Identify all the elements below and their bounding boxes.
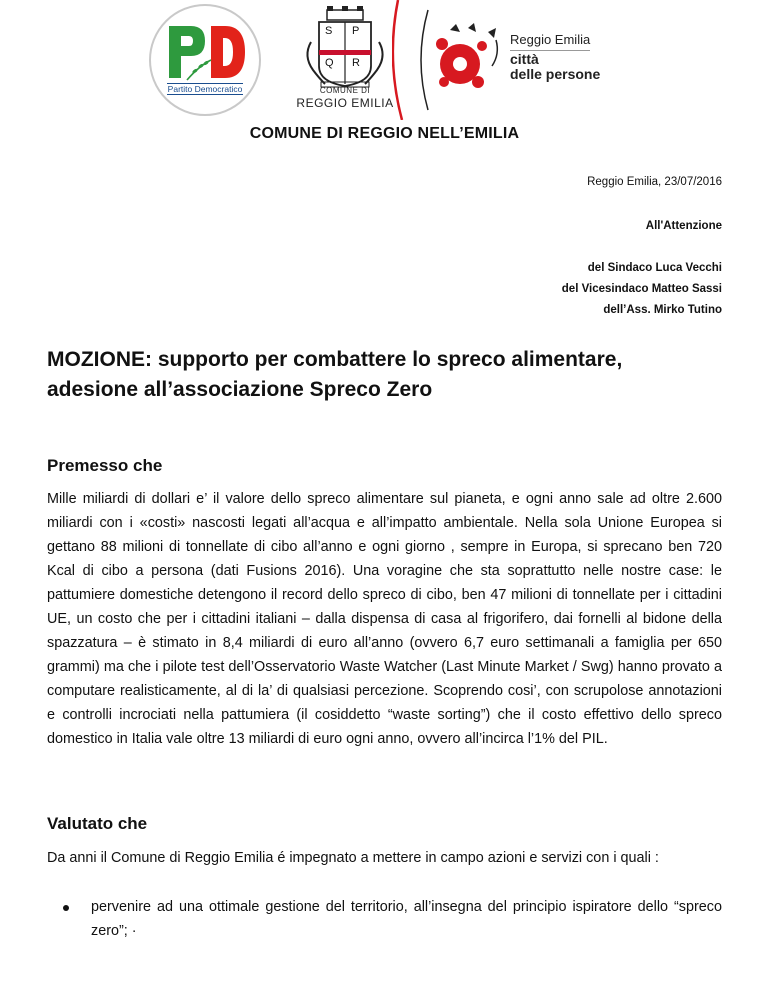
brand-arc-icon	[392, 0, 432, 120]
logo-bar	[0, 0, 768, 120]
bullet-list	[47, 895, 722, 943]
pd-logo	[149, 4, 261, 116]
list-item-text: pervenire ad una ottimale gestione del territorio, all’insegna del principio ispiratore dello “spreco zero”; ·	[91, 899, 722, 939]
crest-letter-q: Q	[325, 57, 334, 69]
paragraph-premesso: Mille miliardi di dollari e’ il valore dello spreco alimentare sul pianeta, e ogni anno sale ad oltre 2.600 miliardi con i «costi» nascosti legati all’acqua e all’impatto ambientale. Nella sola Unione Europea si gettano 88 milioni di tonnellate di cibo all’anno e ogni giorno , sempre in Europa, si sprecano ben 720 Kcal di cibo a persona (dati Fusions 2016). Una voragine che sta soprattutto nelle nostre case: le pattumiere domestiche detengono il record dello spreco di cibo, ben 47 milioni di tonnellate per i cittadini UE, un costo che per i cittadini italiani – dalla dispensa di casa al frigorifero, dai fornelli al bidone della spazzatura – è stimato in 8,4 miliardi di euro all’anno (ovvero 6,7 euro settimanali a famiglia per 650 grammi) ma che i pilote test dell’Osservatorio Waste Watcher (Last Minute Market / Swg) hanno provato a computare realisticamente, al di la’ di qualsiasi percezione. Scoprendo cosi’, con scrupolose annotazioni e controlli incrociati nella pattumiera (il cosiddetto “waste sorting”) che il costo effettivo dello spreco domestico in Italia vale oltre 13 miliardi di euro ogni anno, ovvero all’incirca l’1% del PIL.	[47, 491, 722, 747]
crest-letter-p: P	[352, 25, 360, 37]
document-title: COMUNE DI REGGIO NELL’EMILIA	[249, 125, 520, 142]
pd-letters-icon	[167, 24, 247, 82]
crest-letter-s: S	[325, 25, 333, 37]
motion-title	[47, 345, 722, 405]
recipient-mayor: del Sindaco Luca Vecchi	[587, 262, 722, 274]
date-line: Reggio Emilia, 23/07/2016	[587, 176, 722, 188]
attention-line: All'Attenzione	[645, 220, 722, 232]
crest-caption-small: COMUNE DI	[319, 86, 371, 95]
section-heading-valutato: Valutato che	[47, 814, 148, 833]
list-item	[47, 895, 722, 943]
brand-line-1: città	[510, 51, 539, 67]
crest-letter-r: R	[352, 57, 360, 69]
paragraph-valutato: Da anni il Comune di Reggio Emilia é impegnato a mettere in campo azioni e servizi con i quali :	[47, 850, 659, 866]
brand-city: Reggio Emilia	[510, 32, 591, 47]
bullet-icon	[63, 905, 69, 911]
brand-line-2: delle persone	[510, 66, 601, 82]
crest-caption-big: REGGIO EMILIA	[296, 96, 394, 110]
recipient-vice-mayor: del Vicesindaco Matteo Sassi	[561, 283, 722, 295]
recipient-councillor: dell’Ass. Mirko Tutino	[603, 304, 722, 316]
citta-delle-persone-logo-icon	[430, 22, 506, 92]
section-heading-premesso: Premesso che	[47, 456, 163, 475]
motion-title-line-1: MOZIONE: supporto per combattere lo spreco alimentare,	[47, 348, 623, 371]
pd-caption: Partito Democratico	[167, 84, 243, 94]
motion-title-line-2: adesione all’associazione Spreco Zero	[47, 378, 433, 401]
